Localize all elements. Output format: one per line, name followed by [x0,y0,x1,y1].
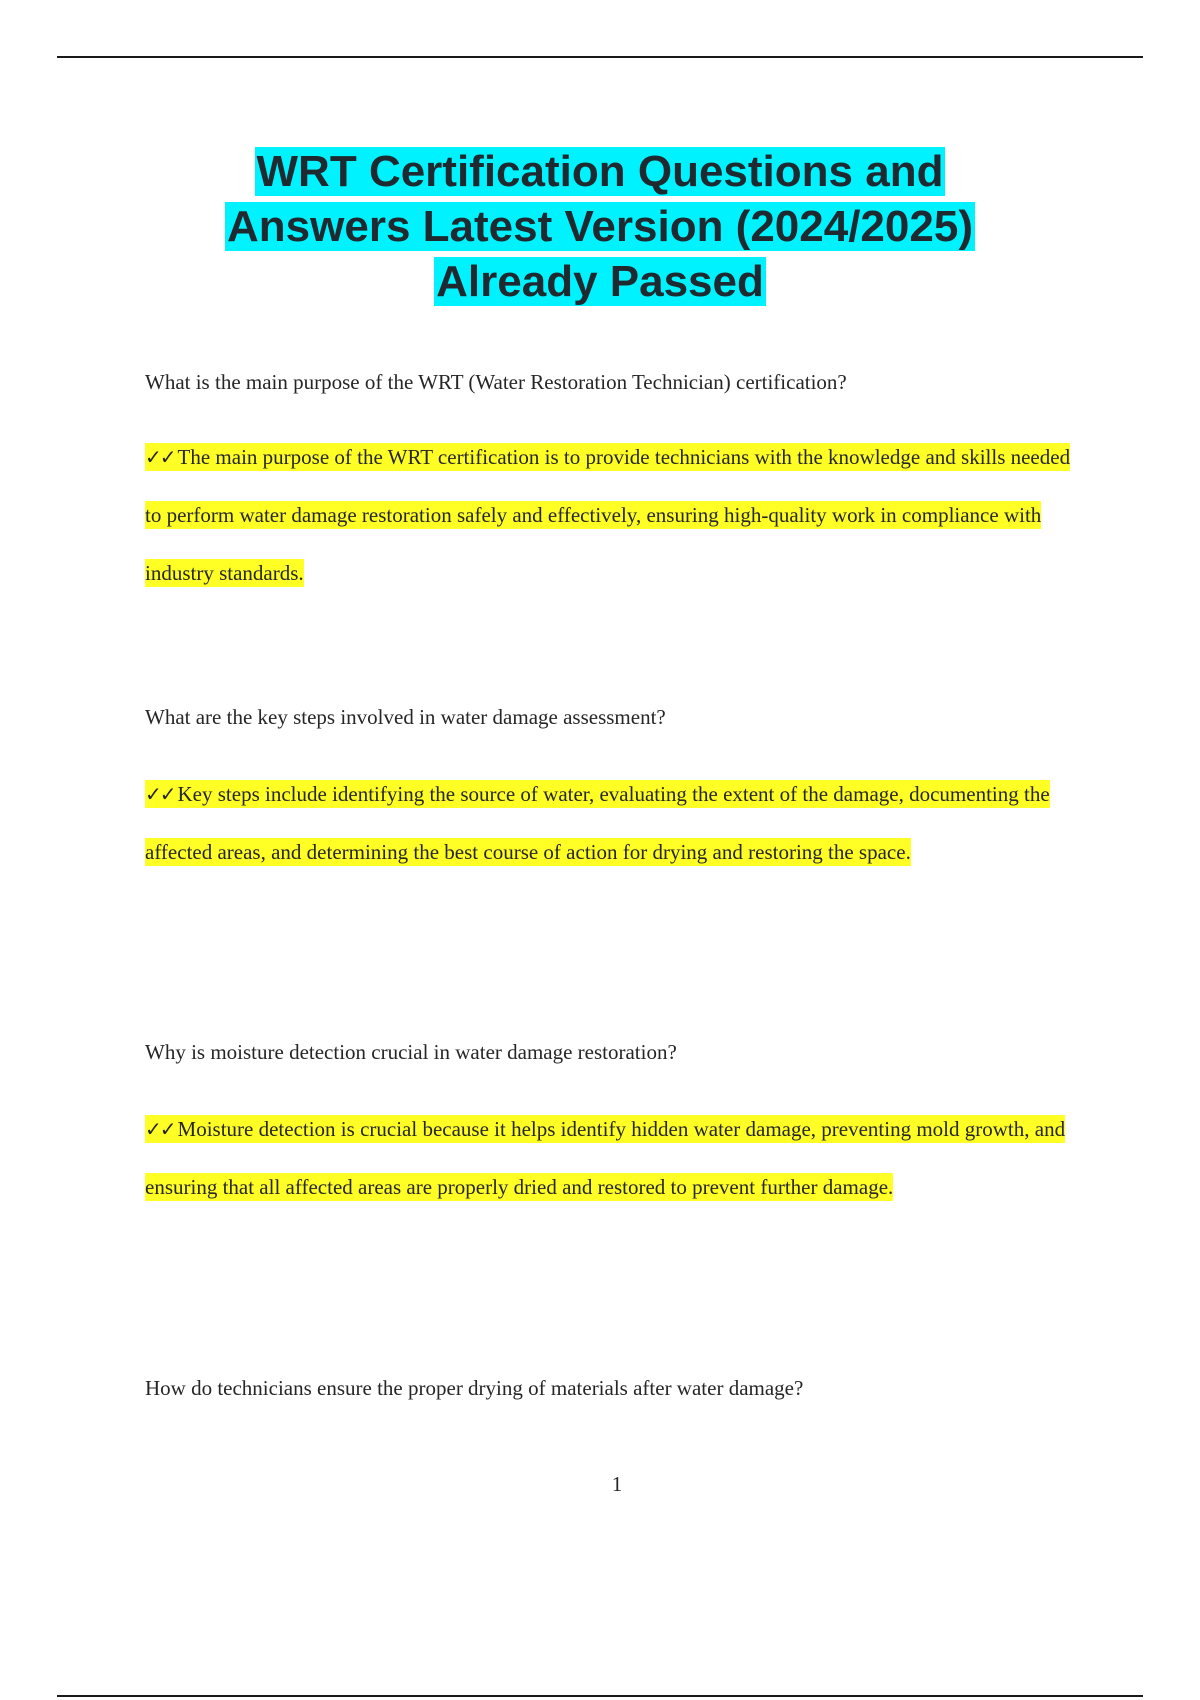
checkmark-icon: ✓✓ [145,782,175,806]
bottom-rule [57,1695,1143,1697]
answer-2 [145,765,1085,881]
answer-3 [145,1100,1085,1216]
question-1: What is the main purpose of the WRT (Water Restoration Technician) certification? [145,370,847,394]
answer-3-text: Moisture detection is crucial because it helps identify hidden water damage, preventing mold growth, and ensuring that all affected areas are properly dried and restored to prevent further damage. [145,1117,1066,1199]
top-rule [57,56,1143,58]
question-2: What are the key steps involved in water damage assessment? [145,705,666,729]
title-line-2: Answers Latest Version (2024/2025) [227,202,973,251]
question-3: Why is moisture detection crucial in water damage restoration? [145,1040,677,1064]
answer-3-highlight [145,1115,1065,1201]
document-title [100,144,1100,309]
checkmark-icon: ✓✓ [145,1117,175,1141]
answer-1-highlight [145,443,1070,587]
title-line-3: Already Passed [436,257,764,306]
answer-1 [145,428,1085,602]
answer-2-highlight [145,780,1050,866]
answer-2-text: Key steps include identifying the source of water, evaluating the extent of the damage, documenting the affected areas, and determining the best course of action for drying and restoring the space. [145,782,1050,864]
page-number: 1 [611,1472,623,1496]
answer-1-text: The main purpose of the WRT certification is to provide technicians with the knowledge and skills needed to perform water damage restoration safely and effectively, ensuring high-quality work in compliance with industry standards. [145,445,1071,585]
question-4: How do technicians ensure the proper drying of materials after water damage? [145,1376,804,1400]
title-line-1: WRT Certification Questions and [256,147,944,196]
checkmark-icon: ✓✓ [145,445,175,469]
